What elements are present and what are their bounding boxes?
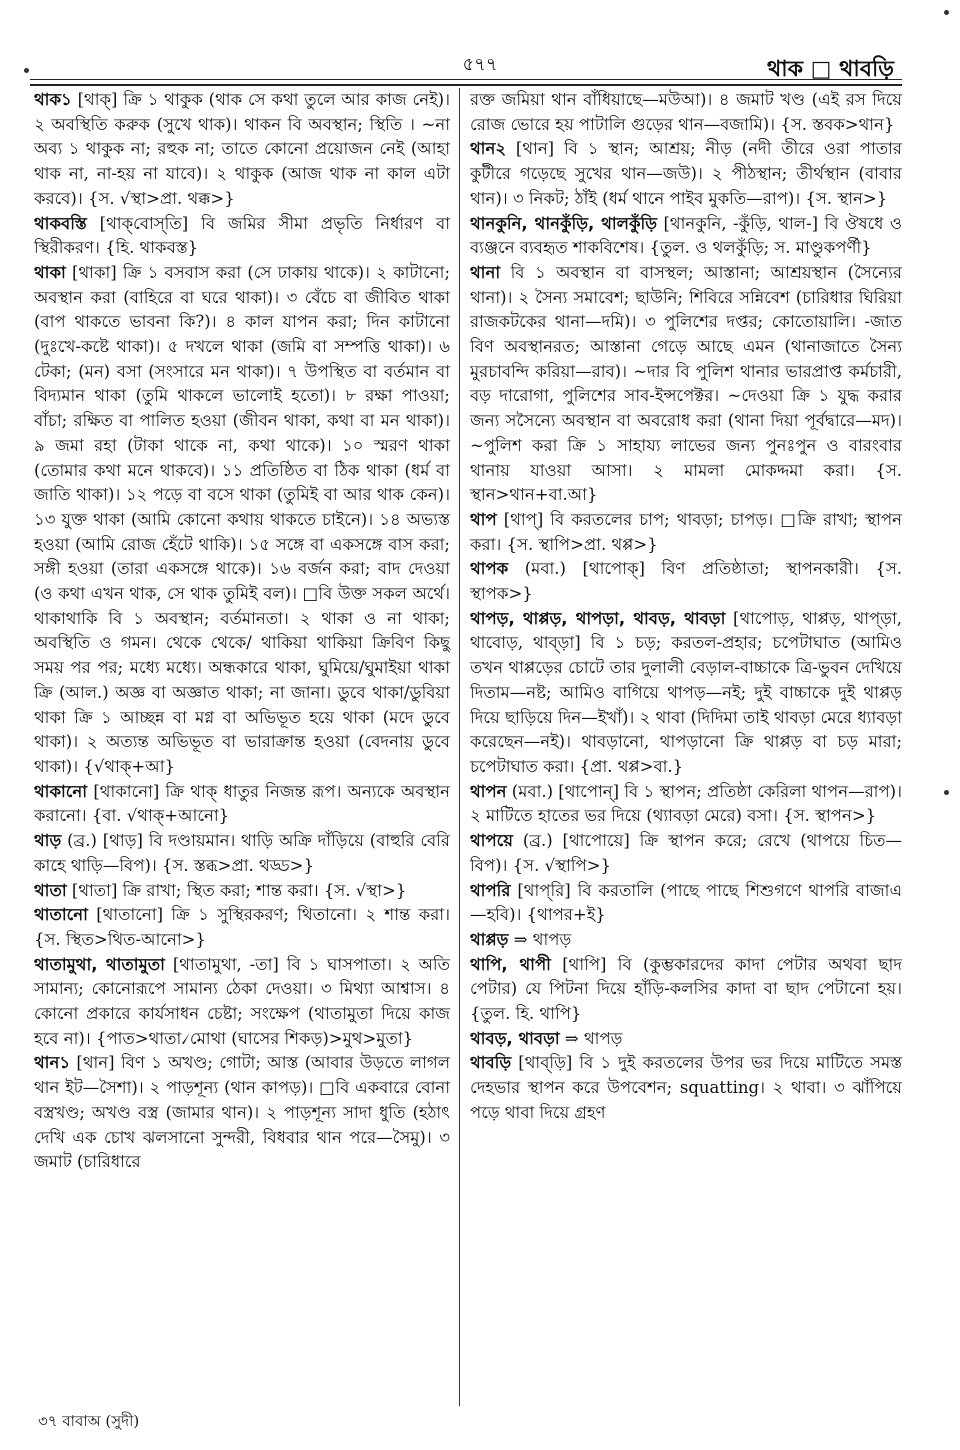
dictionary-entry xyxy=(34,953,450,1052)
headword: থাতা xyxy=(34,880,67,900)
entry-text: [থানকুনি, -কুঁড়ি, থাল-] বি ঔষধে ও ব্যঞ্জনে ব্যবহৃত শাকবিশেষ। {তুল. ও থলকুঁড়ি; স. মাণ্ডুকপর্ণী} xyxy=(470,213,903,258)
headword: থাপি, থাপী xyxy=(470,954,551,974)
entry-text: [থাতা] ক্রি রাখা; স্থিত করা; শান্ত করা। {স. √স্থা>} xyxy=(71,880,407,900)
column-divider xyxy=(459,88,460,1406)
entry-text: ⇒ থাপড় xyxy=(513,929,572,949)
dictionary-entry xyxy=(34,780,450,829)
dictionary-entry xyxy=(470,137,902,211)
dictionary-entry xyxy=(470,212,902,261)
headword: থাতানো xyxy=(34,905,88,925)
headword: থান২ xyxy=(470,139,507,159)
running-head: থাক □ থাবড়ি xyxy=(767,57,894,82)
dictionary-entry xyxy=(470,261,902,508)
page-number: ৫৭৭ xyxy=(462,54,498,75)
right-column xyxy=(470,88,902,1126)
headword: থাতামুথা, থাতামুতা xyxy=(34,954,165,974)
dictionary-entry xyxy=(470,607,902,780)
margin-mark xyxy=(944,10,949,15)
entry-text: [থাক্] ক্রি ১ থাকুক (থাক সে কথা তুলে আর কাজ নেই)। ২ অবস্থিতি করুক (সুখে থাক)। থাকন বি অবস্থান; স্থিতি । ~না অব্য ১ থাকুক না; রহুক না; তাতে কোনো প্রয়োজন নেই (আহা থাক না, না-হয় না যাবে)। ২ থাকুক (আজ থাক না কাল এটা করবে)। {স. √স্থা>প্রা. থক্ক>} xyxy=(34,90,451,208)
headword: থাকবস্তি xyxy=(34,213,87,233)
headword: থাপ্পড় xyxy=(470,929,509,949)
entry-text: [থাব্‌ড়ি] বি ১ দুই করতলের উপর ভর দিয়ে মাটিতে সমস্ত দেহভার স্থাপন করে উপবেশন; squatting। ২ থাবা। ৩ ঝাঁপিয়ে পড়ে থাবা দিয়ে গ্রহণ xyxy=(470,1053,902,1122)
dictionary-entry xyxy=(470,829,902,878)
dictionary-entry xyxy=(470,88,902,137)
dictionary-entry xyxy=(34,903,450,952)
dictionary-entry xyxy=(470,928,902,953)
headword: থাবড়ি xyxy=(470,1053,512,1073)
margin-mark xyxy=(944,790,949,795)
entry-text: (মবা.) [থাপোন্] বি ১ স্থাপন; প্রতিষ্ঠা কেরিলা থাপন—রাপ)। ২ মাটিতে হাতের ভর দিয়ে (থ্যাবড়া মেরে) বসা। {স. স্থাপন>} xyxy=(470,781,902,826)
headword: থাবড়, থাবড়া xyxy=(470,1028,560,1048)
headword: থাপরি xyxy=(470,880,511,900)
entry-text: [থাপোড়, থাপ্পড়, থাপ্‌ড়া, থাবোড়, থাব্‌ড়া] বি ১ চড়; করতল-প্রহার; চপেটাঘাত (আমিও তখন থাপ্পড়ের চোটে তার দুলালী বেড়াল-বাচ্চাকে ত্রি-ভুবন দেখিয়ে দিতাম—নষ্ট; আমিও বাগিয়ে থাপড়—নই; দুই বাচ্চাকে দুই থাপ্পড় দিয়ে ছাড়িয়ে দিন—ইখাঁ)। ২ থাবা (দিদিমা তাই থাবড়া মেরে ধ্যাবড়া করেছেন—নই)। থাবড়ানো, থাপড়ানো ক্রি থাপ্পড় বা চড় মারা; চপেটাঘাত করা। {প্রা. থপ্প>বা.} xyxy=(470,608,902,776)
headword: থাড় xyxy=(34,831,62,851)
headword: থাকা xyxy=(34,262,66,282)
headword: থাপড়, থাপ্পড়, থাপড়া, থাবড়, থাবড়া xyxy=(470,608,726,628)
dictionary-entry xyxy=(470,557,902,606)
entry-text: ⇒ থাপড় xyxy=(564,1028,623,1048)
entry-text: [থাপ্‌রি] বি করতালি (পাছে পাছে শিশুগণে থাপরি বাজাএ—হবি)। {থাপর+ই} xyxy=(470,880,902,925)
entry-text: (ব্র.) [থাপোয়ে] ক্রি স্থাপন করে; রেখে (থাপয়ে চিত—বিপ)। {স. √স্থাপি>} xyxy=(470,831,902,875)
headword: থাপক xyxy=(470,559,509,579)
headword: থান১ xyxy=(34,1053,71,1073)
headword: থাক১ xyxy=(34,90,72,109)
entry-text: [থাপি] বি (কুম্ভকারদের কাদা পেটার অথবা ছাদ পেটার) যে পিটনা দিয়ে হাঁড়ি-কলসির কাদা বা ছাদ পেটানো হয়। {তুল. হি. থাপি} xyxy=(470,954,903,1024)
dictionary-entry xyxy=(34,879,450,904)
headword: থাপ xyxy=(470,509,497,529)
dictionary-entry xyxy=(34,261,450,780)
entry-text: বি ১ অবস্থান বা বাসস্থল; আস্তানা; আশ্রয়স্থান (সৈন্যের থানা)। ২ সৈন্য সমাবেশ; ছাউনি; শিবিরে সন্নিবেশ (চারিধার ঘিরিয়া রাজকটকের থানা—দমি)। ৩ পুলিশের দপ্তর; কোতোয়ালি। -জাত বিণ অবস্থানরত; আস্তানা গেড়ে আছে এমন (থানাজাতে সৈন্য মুরচাবন্দি করিয়া—রাব)। ~দার বি পুলিশ থানার ভারপ্রাপ্ত কর্মচারী, বড় দারোগা, পুলিশের সাব-ইন্সপেক্টর। ~দেওয়া ক্রি ১ যুদ্ধ করার জন্য সসৈন্যে অবস্থান বা অবরোধ করা (থানা দিয়া পূর্বদ্বারে—মদ)। ~পুলিশ করা ক্রি ১ সাহায্য লাভের জন্য পুনঃপুন ও বারংবার থানায় যাওয়া আসা। ২ মামলা মোকদ্দমা করা। {স. স্থান>থান+বা.আ} xyxy=(470,262,902,505)
headword: থাপন xyxy=(470,781,507,801)
headword: থাকানো xyxy=(34,781,88,801)
header-rule xyxy=(30,79,902,86)
dictionary-entry xyxy=(470,1051,902,1125)
dictionary-entry xyxy=(470,953,902,1027)
entry-text: [থাতামুথা, -তা] বি ১ ঘাসপাতা। ২ অতি সামান্য; কোনোরূপে সামান্য ঠেকা দেওয়া। ৩ মিথ্যা আশ্বাস। ৪ কোনো প্রকারে কার্যসাধন চেষ্টা; সংক্ষেপ (থাতামুতা দিয়ে কাজ হবে না)। {পাত>থাতা৴মোথা (ঘাসের শিকড়)>মুথ>মুতা} xyxy=(34,954,450,1048)
entry-text: [থাকানো] ক্রি থাক্ ধাতুর নিজন্ত রূপ। অন্যকে অবস্থান করানো। {বা. √থাক্+আনো} xyxy=(34,781,450,826)
entry-text: [থাকা] ক্রি ১ বসবাস করা (সে ঢাকায় থাকে)। ২ কাটানো; অবস্থান করা (বাহিরে বা ঘরে থাকা)। ৩ বেঁচে বা জীবিত থাকা (বাপ থাকতে ভাবনা কি?)। ৪ কাল যাপন করা; দিন কাটানো (দুঃখে-কষ্টে থাকা)। ৫ দখলে থাকা (জমি বা সম্পত্তি থাকা)। ৬ টেকা; (মন) বসা (সংসারে মন থাকা)। ৭ উপস্থিত বা বর্তমান বা বিদ্যমান থাকা (তুমি থাকলে ভালোই হতো)। ৮ রক্ষা পাওয়া; বাঁচা; রক্ষিত বা পালিত হওয়া (জীবন থাকা, কথা বা মন থাকা)। ৯ জমা রহা (টাকা থাকে না, কথা থাকে)। ১০ স্মরণ থাকা (তোমার কথা মনে থাকবে)। ১১ প্রতিষ্ঠিত বা ঠিক থাকা (ধর্ম বা জাতি থাকা)। ১২ পড়ে বা বসে থাকা (তুমিই বা আর থাক কেন)। ১৩ যুক্ত থাকা (আমি কোনো কথায় থাকতে চাইনে)। ১৪ অভ্যস্ত হওয়া (আমি রোজ হেঁটে থাকি)। ১৫ সঙ্গে বা একসঙ্গে বাস করা; সঙ্গী হওয়া (তারা একসঙ্গে থাকে)। ১৬ বর্জন করা; বাদ দেওয়া (ও কথা এখন থাক, সে থাক তুমিই বল)। □বি উক্ত সকল অর্থে। থাকাথাকি বি ১ অবস্থান; বর্তমানতা। ২ থাকা ও না থাকা; অবস্থিতি ও গমন। থেকে থেকে/ থাকিয়া থাকিয়া ক্রিবিণ কিছু সময় পর পর; মধ্যে মধ্যে। অন্ধকারে থাকা, ঘুমিয়ে/ঘুমাইয়া থাকা ক্রি (আল.) অজ্ঞ বা অজ্ঞাত থাকা; না জানা। ডুবে থাকা/ডুবিয়া থাকা ক্রি ১ আচ্ছন্ন বা মগ্ন বা অভিভূত হয়ে থাকা (মদে ডুবে থাকা)। ২ অত্যন্ত অভিভূত বা ভারাক্রান্ত হওয়া (বেদনায় ডুবে থাকা)। {√থাক্+আ} xyxy=(34,262,450,776)
entry-text: [থাতানো] ক্রি ১ সুস্থিরকরণ; থিতানো। ২ শান্ত করা। {স. স্থিত>থিত-আনো>} xyxy=(34,905,450,949)
entry-text: (মবা.) [থাপোক্] বিণ প্রতিষ্ঠাতা; স্থাপনকারী। {স. স্থাপক>} xyxy=(470,559,902,604)
dictionary-entry xyxy=(34,829,450,878)
entry-text: [থাপ্] বি করতলের চাপ; থাবড়া; চাপড়। □ক্রি রাখা; স্থাপন করা। {স. স্থাপি>প্রা. থপ্প>} xyxy=(470,509,902,554)
dictionary-entry xyxy=(34,212,450,261)
dictionary-entry xyxy=(470,508,902,557)
printer-signature: ৩৭ বাবাঅ (সুদী) xyxy=(38,1412,140,1430)
entry-text: [থান] বিণ ১ অখণ্ড; গোটা; আস্ত (আবার উড়তে লাগল থান ইট—সৈশা)। ২ পাড়শূন্য (থান কাপড়)। □বি একবারে বোনা বস্ত্রখণ্ড; অখণ্ড বস্ত্র (জামার থান)। ২ পাড়শূন্য সাদা ধুতি (হঠাৎ দেখি এক চোখ ঝলসানো সুন্দরী, বিধবার থান পরে—সৈমু)। ৩ জমাট (চারিধারে xyxy=(34,1053,450,1172)
headword: থানা xyxy=(470,262,501,282)
entry-text: [থাক্‌বোস্‌তি] বি জমির সীমা প্রভৃতি নির্ধারণ বা স্থিরীকরণ। {হি. থাকবস্ত} xyxy=(34,213,450,258)
entry-text: (ব্র.) [থাড়] বি দণ্ডায়মান। থাড়ি অক্রি দাঁড়িয়ে (বাহুরি বেরি কাহে থাড়ি—বিপ)। {স. স্তব্ধ>প্রা. থড্ড>} xyxy=(34,831,450,875)
dictionary-entry xyxy=(470,780,902,829)
entry-text: রক্ত জমিয়া থান বাঁধিয়াছে—মউআ)। ৪ জমাট খণ্ড (এই রস দিয়ে রোজ ভোরে হয় পাটালি গুড়ের থান—বজামি)। {স. স্তবক>থান} xyxy=(470,90,902,134)
headword: থানকুনি, থানকুঁড়ি, থালকুঁড়ি xyxy=(470,213,658,233)
dictionary-entry xyxy=(470,1027,902,1052)
dictionary-entry xyxy=(34,1051,450,1175)
headword: থাপয়ে xyxy=(470,831,514,851)
dictionary-entry xyxy=(34,88,450,212)
left-column xyxy=(34,88,450,1175)
dictionary-entry xyxy=(470,879,902,928)
entry-text: [থান] বি ১ স্থান; আশ্রয়; নীড় (নদী তীরে ওরা পাতার কুটীরে গড়েছে সুখের থান—জউ)। ২ পীঠস্থান; তীর্থস্থান (বাবার থান)। ৩ নিকট; ঠাঁই (ধর্ম থানে পাইব মুকতি—রাপ)। {স. স্থান>} xyxy=(470,139,902,208)
